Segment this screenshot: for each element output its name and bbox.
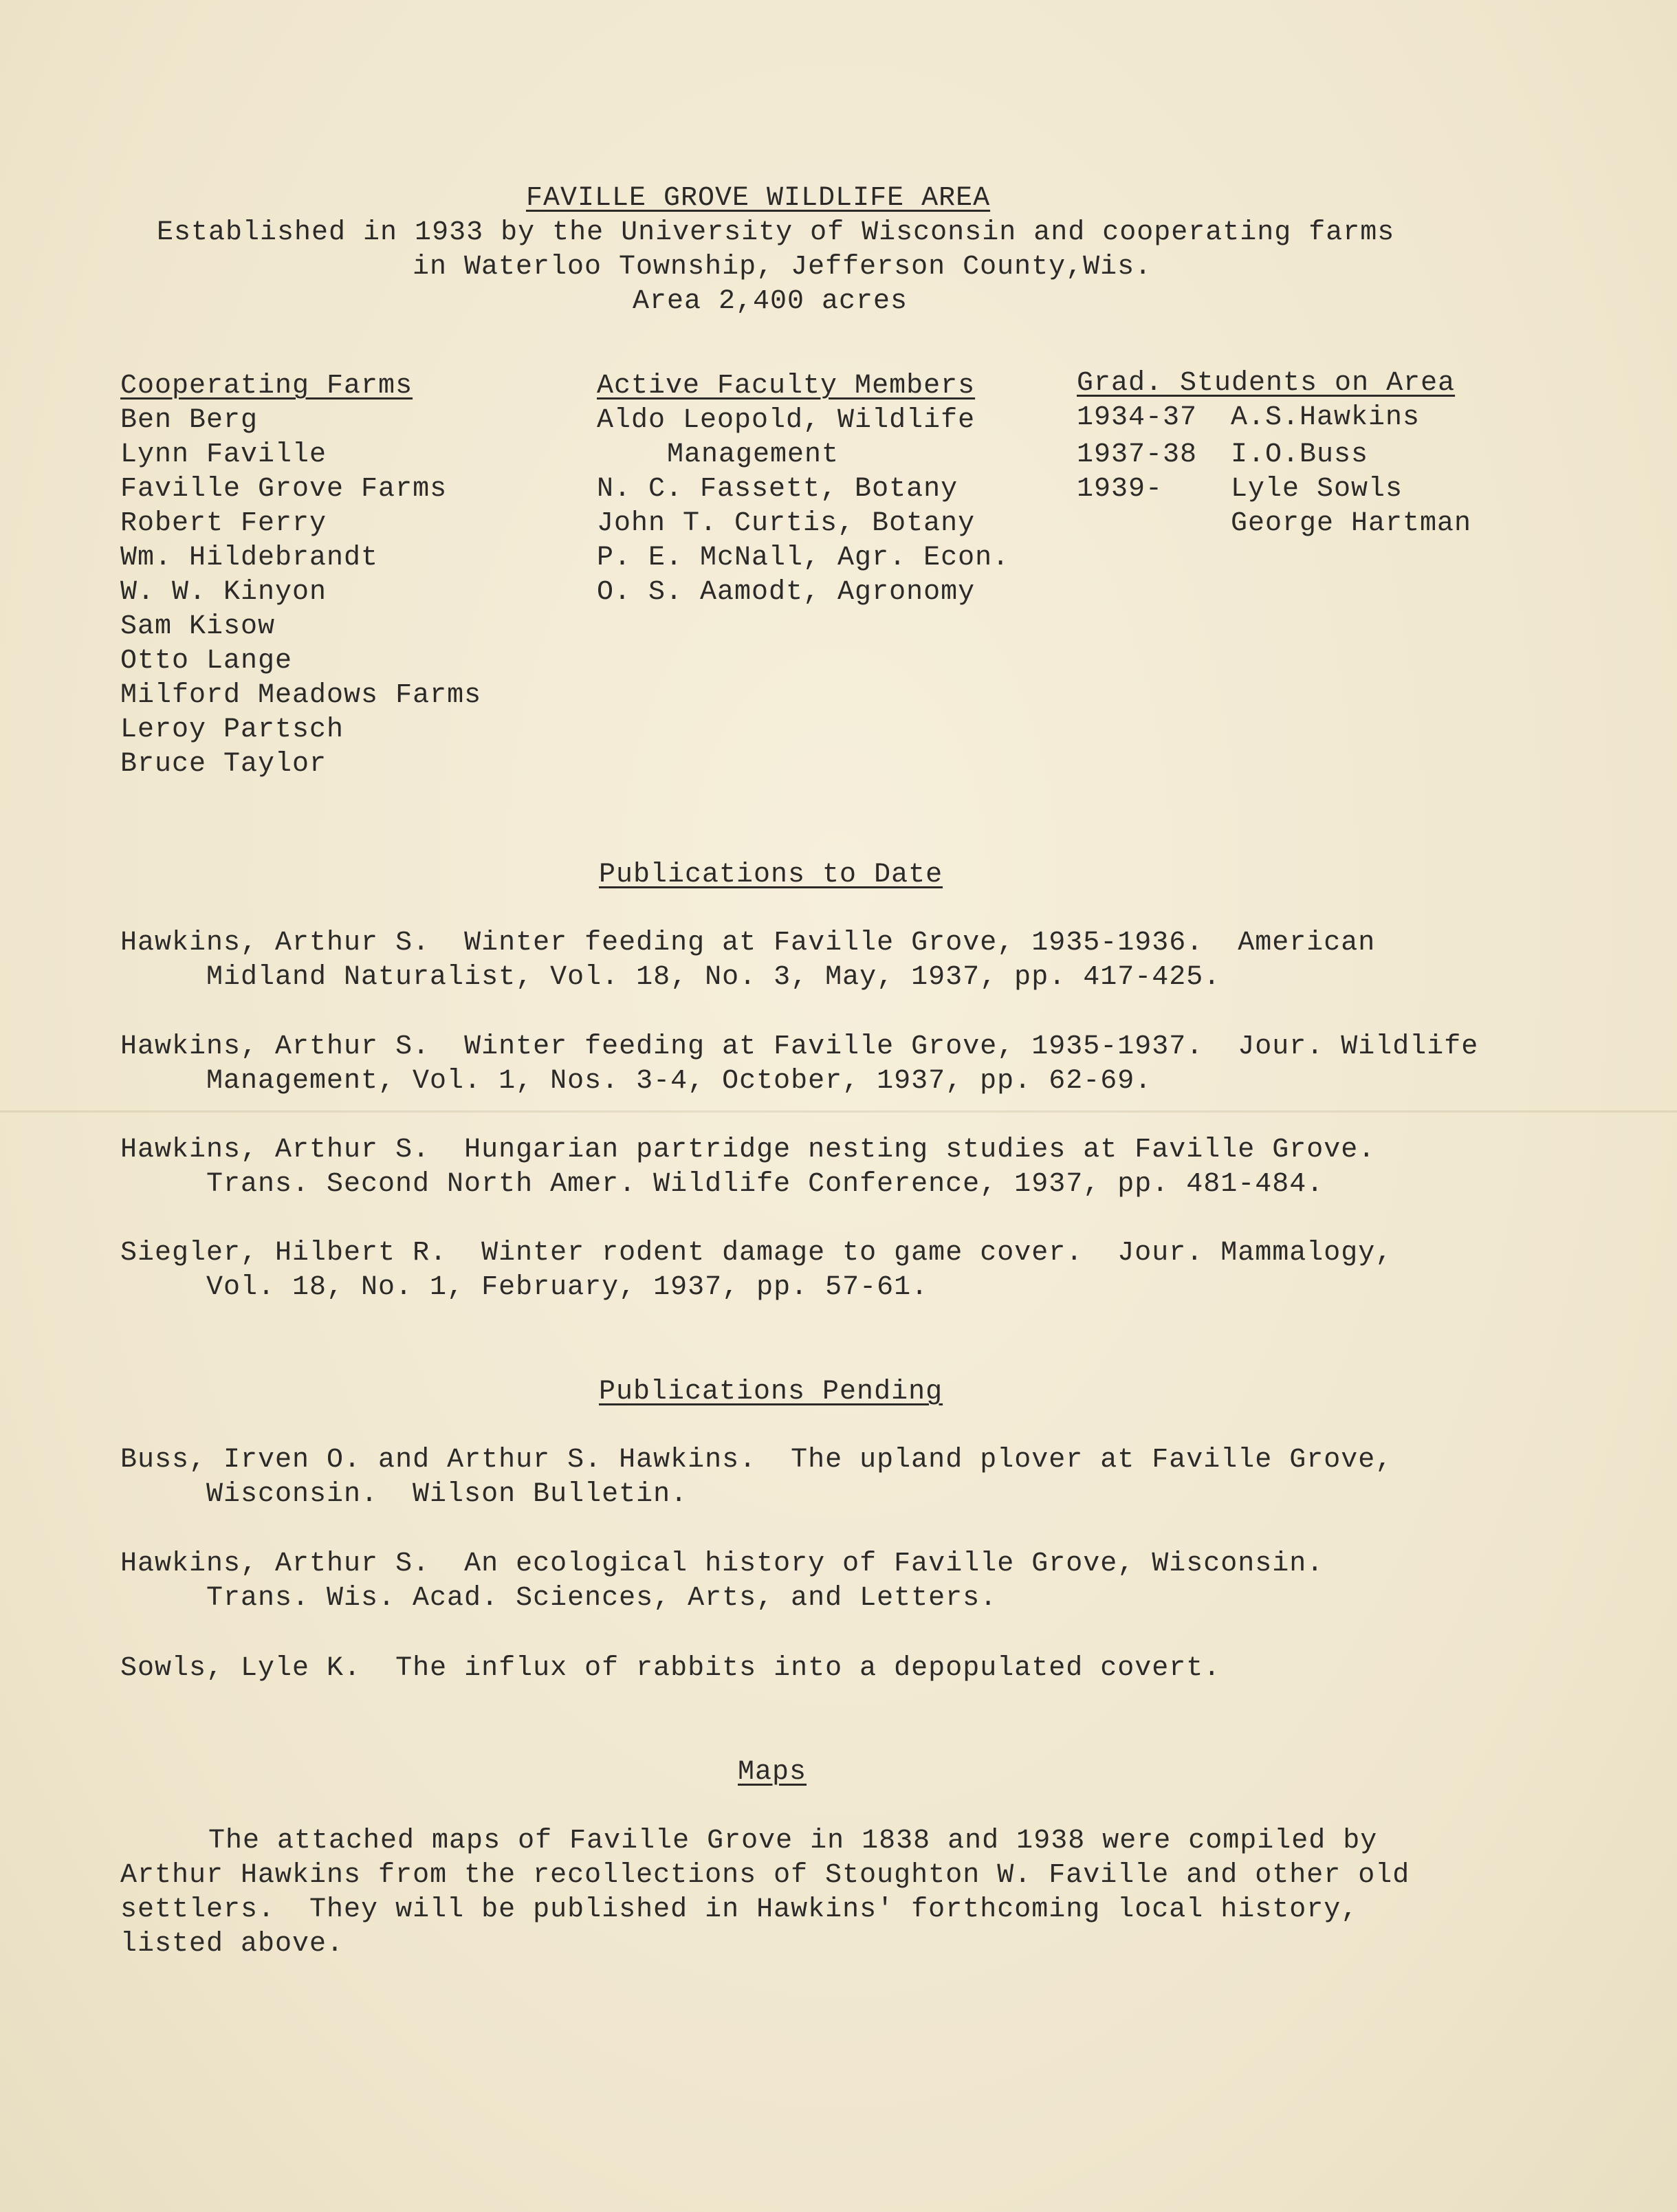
farm-item: Lynn Faville	[120, 439, 327, 470]
paper-fold-line	[0, 1110, 1677, 1113]
farm-item: Wm. Hildebrandt	[120, 543, 379, 573]
maps-paragraph-line: settlers. They will be published in Hawkins' forthcoming local history,	[120, 1894, 1359, 1925]
faculty-heading: Active Faculty Members	[597, 371, 976, 402]
document-title: FAVILLE GROVE WILDLIFE AREA	[526, 183, 991, 214]
publication-entry-line1: Hawkins, Arthur S. Winter feeding at Faville Grove, 1935-1936. American	[120, 928, 1376, 959]
farm-item: Milford Meadows Farms	[120, 680, 482, 711]
header-line-3: Area 2,400 acres	[633, 286, 908, 317]
student-name: I.O.Buss	[1231, 439, 1369, 470]
publication-entry-line2: Management, Vol. 1, Nos. 3-4, October, 1937, pp. 62-69.	[206, 1066, 1152, 1097]
maps-heading: Maps	[738, 1757, 807, 1788]
faculty-item: N. C. Fassett, Botany	[597, 474, 958, 505]
pending-entry-line1: Buss, Irven O. and Arthur S. Hawkins. The upland plover at Faville Grove,	[120, 1445, 1393, 1476]
publication-entry-line2: Trans. Second North Amer. Wildlife Conference, 1937, pp. 481-484.	[206, 1169, 1324, 1200]
pending-entry-line1: Sowls, Lyle K. The influx of rabbits into a depopulated covert.	[120, 1653, 1221, 1684]
student-years: 1937-38	[1077, 439, 1198, 470]
farm-item: Ben Berg	[120, 405, 259, 436]
farm-item: Leroy Partsch	[120, 714, 344, 745]
student-name: A.S.Hawkins	[1231, 402, 1421, 433]
student-name: Lyle Sowls	[1231, 474, 1403, 505]
faculty-item: Management	[667, 439, 840, 470]
maps-paragraph-line: Arthur Hawkins from the recollections of Stoughton W. Faville and other old	[120, 1860, 1410, 1891]
pending-heading: Publications Pending	[599, 1377, 943, 1408]
publications-heading: Publications to Date	[599, 859, 943, 890]
maps-paragraph-line: listed above.	[120, 1929, 344, 1960]
pending-entry-line1: Hawkins, Arthur S. An ecological history of Faville Grove, Wisconsin.	[120, 1548, 1324, 1579]
farm-item: Sam Kisow	[120, 611, 276, 642]
publication-entry-line1: Hawkins, Arthur S. Hungarian partridge nesting studies at Faville Grove.	[120, 1135, 1376, 1165]
student-years: 1939-	[1077, 474, 1163, 505]
student-years: 1934-37	[1077, 402, 1198, 433]
farm-item: W. W. Kinyon	[120, 577, 327, 608]
faculty-item: Aldo Leopold, Wildlife	[597, 405, 976, 436]
faculty-item: P. E. McNall, Agr. Econ.	[597, 543, 1010, 573]
maps-paragraph-line: The attached maps of Faville Grove in 1838 and 1938 were compiled by	[208, 1826, 1378, 1857]
pending-entry-line2: Wisconsin. Wilson Bulletin.	[206, 1479, 688, 1510]
students-heading: Grad. Students on Area	[1077, 368, 1456, 399]
farm-item: Robert Ferry	[120, 508, 327, 539]
farm-item: Faville Grove Farms	[120, 474, 448, 505]
header-line-2: in Waterloo Township, Jefferson County,Wis.	[413, 252, 1152, 283]
publication-entry-line2: Vol. 18, No. 1, February, 1937, pp. 57-61.	[206, 1272, 929, 1303]
faculty-item: O. S. Aamodt, Agronomy	[597, 577, 976, 608]
student-name: George Hartman	[1231, 508, 1472, 539]
header-line-1: Established in 1933 by the University of Wisconsin and cooperating farms	[157, 217, 1395, 248]
publication-entry-line1: Hawkins, Arthur S. Winter feeding at Faville Grove, 1935-1937. Jour. Wildlife	[120, 1031, 1479, 1062]
faculty-item: John T. Curtis, Botany	[597, 508, 976, 539]
publication-entry-line1: Siegler, Hilbert R. Winter rodent damage to game cover. Jour. Mammalogy,	[120, 1238, 1393, 1269]
pending-entry-line2: Trans. Wis. Acad. Sciences, Arts, and Letters.	[206, 1583, 998, 1614]
farm-item: Otto Lange	[120, 646, 293, 677]
farm-item: Bruce Taylor	[120, 749, 327, 780]
farms-heading: Cooperating Farms	[120, 371, 413, 402]
publication-entry-line2: Midland Naturalist, Vol. 18, No. 3, May, 1937, pp. 417-425.	[206, 962, 1221, 993]
